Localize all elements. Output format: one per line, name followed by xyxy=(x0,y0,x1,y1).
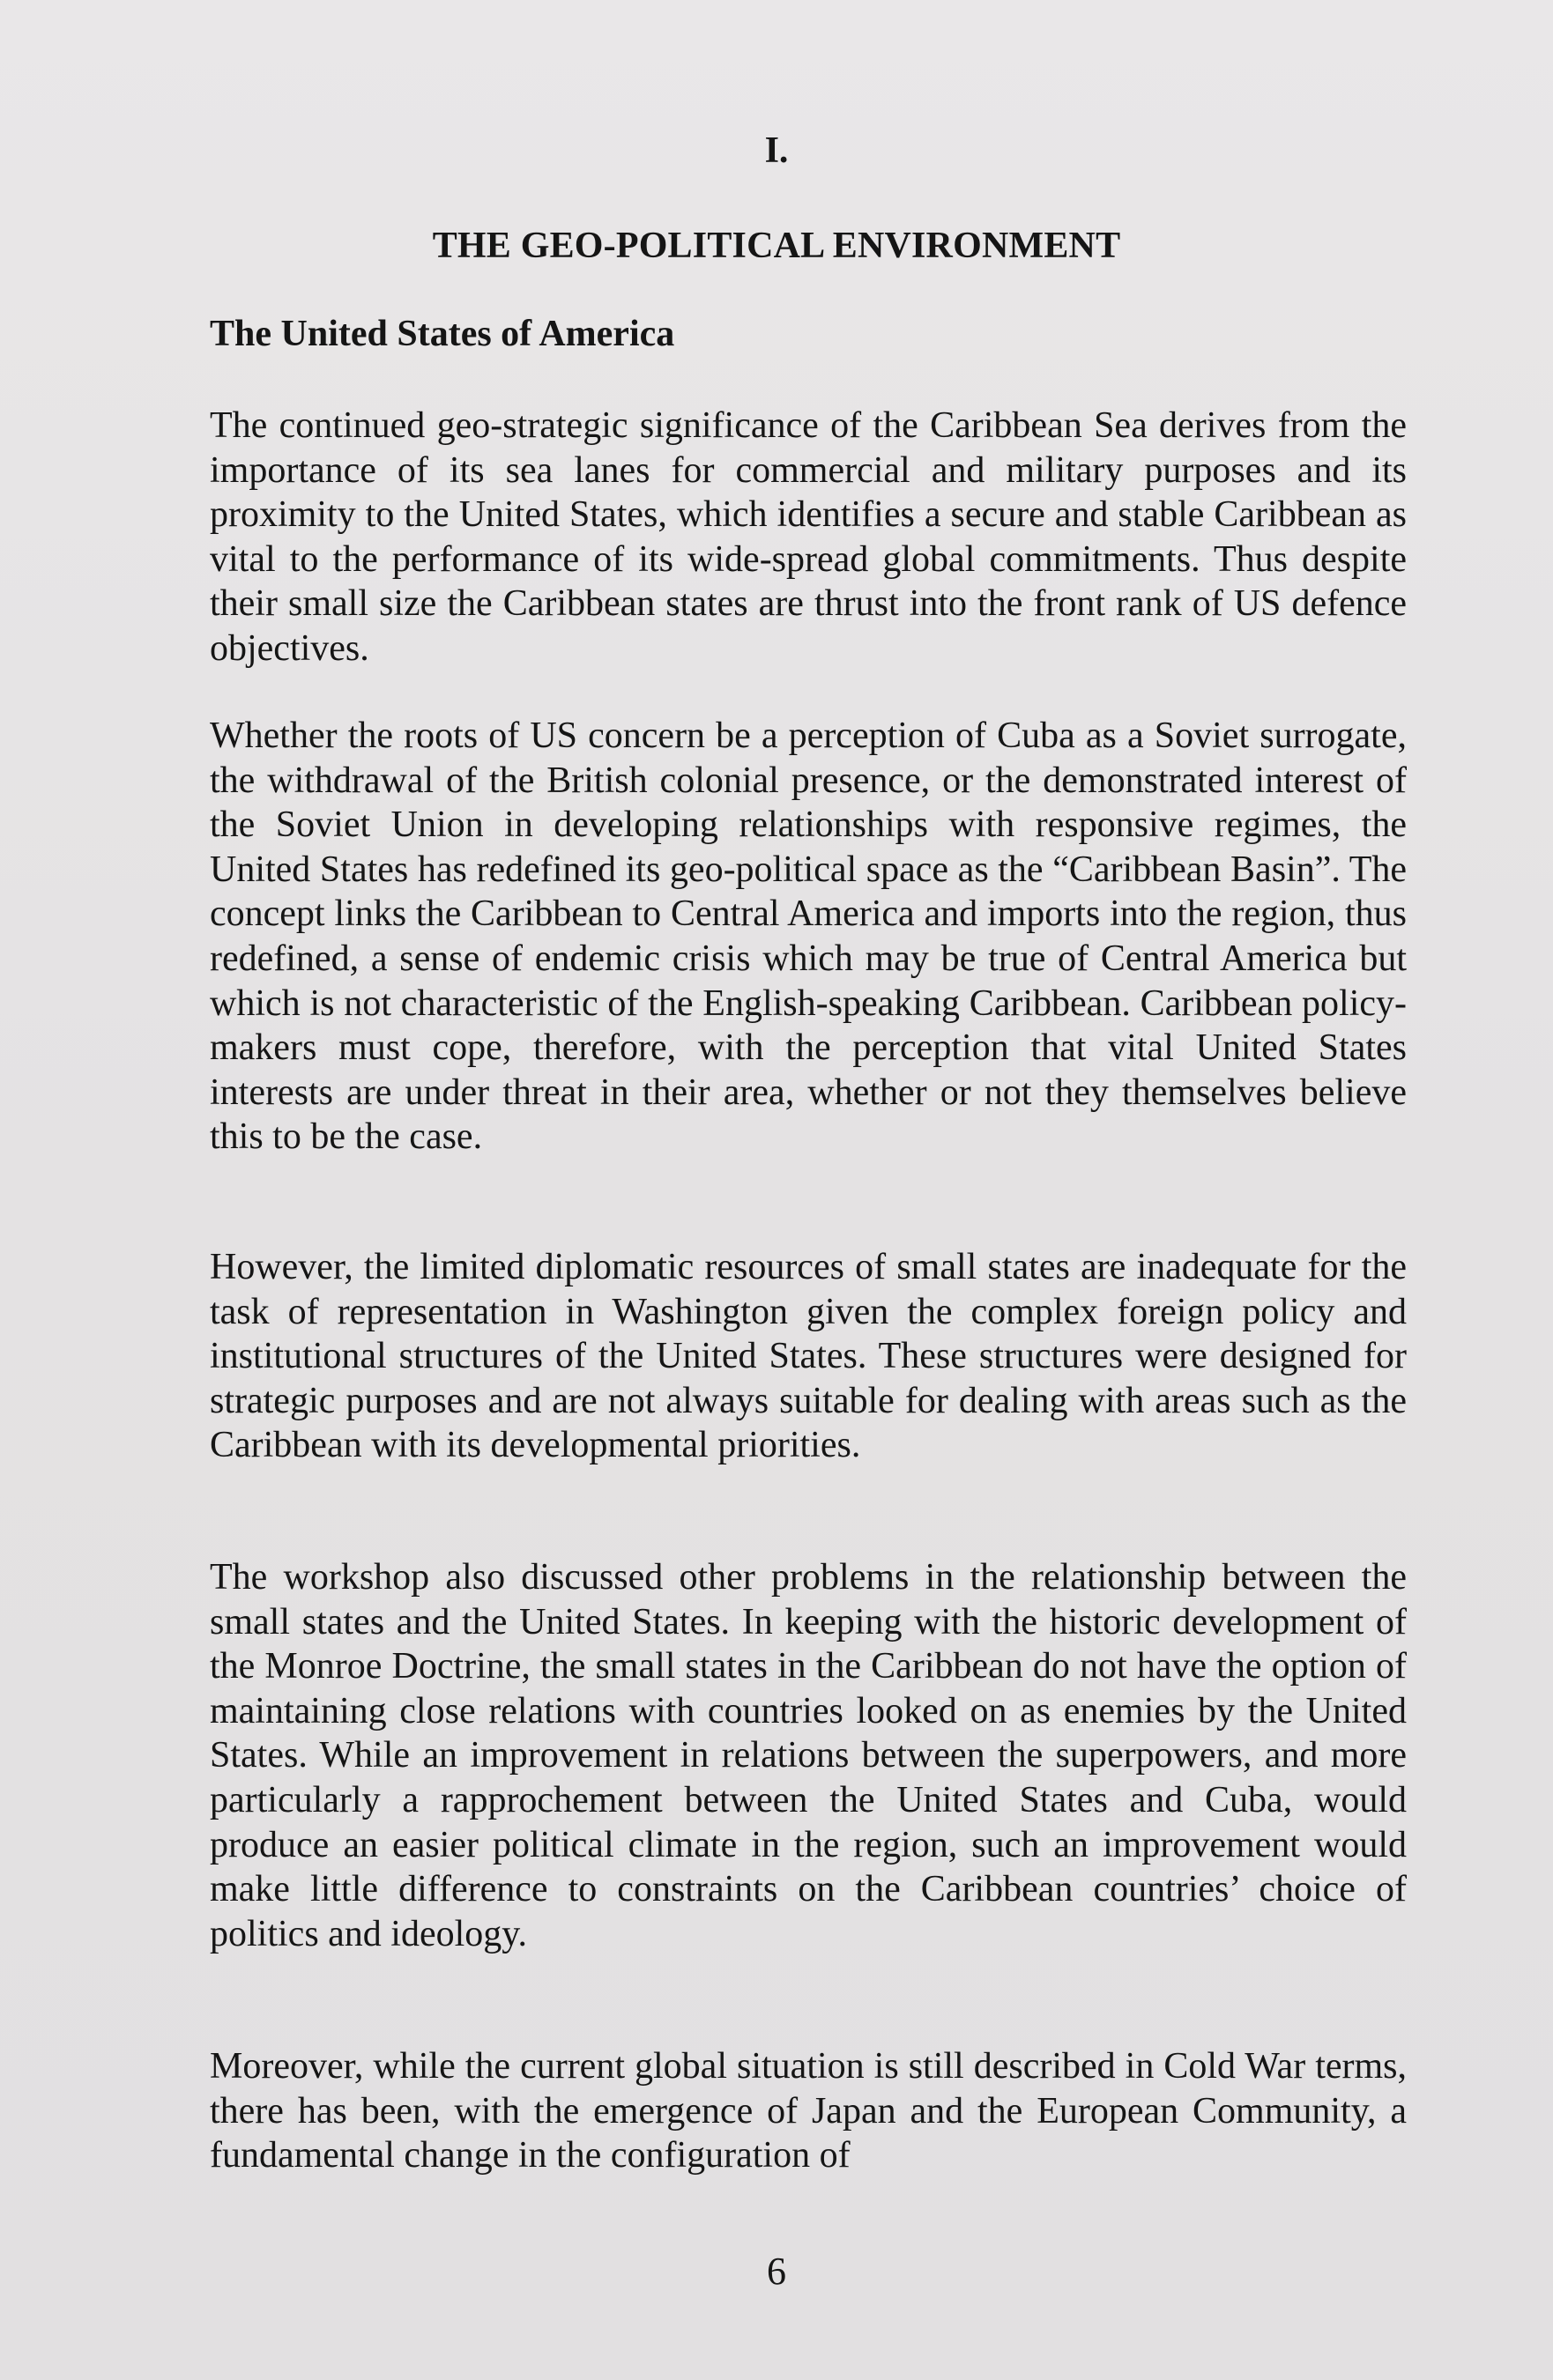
body-paragraph-1: The continued geo-strategic significance of the Caribbean Sea derives from the importance of its sea lanes for commercial and military purposes and its proximity to the United States, which identifies a secure and stable Caribbean as vital to the performance of its wide-spread global commitments. Thus despite their small size the Caribbean states are thrust into the front rank of US defence objectives. xyxy=(210,405,1407,669)
section-heading: The United States of America xyxy=(210,314,675,354)
body-paragraph-4: The workshop also discussed other problems in the relationship between the small states and the United States. In keeping with the historic development of the Monroe Doctrine, the small states in the Caribbean do not have the option of maintaining close relations with countries looked on as enemies by the United States. While an improvement in relations between the superpowers, and more particularly a rapprochement between the United States and Cuba, would produce an easier political climate in the region, such an improvement would make little difference to constraints on the Caribbean countries’ choice of politics and ideology. xyxy=(210,1557,1407,1954)
body-paragraph-3: However, the limited diplomatic resources of small states are inadequate for the task of representation in Washington given the complex foreign policy and institutional structures of the United States. These structures were designed for strategic purposes and are not always suitable for dealing with areas such as the Caribbean with its developmental priorities. xyxy=(210,1247,1407,1466)
body-paragraph-5: Moreover, while the current global situation is still described in Cold War terms, there has been, with the emergence of Japan and the European Community, a fundamental change in the configuration of xyxy=(210,2046,1407,2176)
page-number: 6 xyxy=(767,2250,786,2293)
body-paragraph-2: Whether the roots of US concern be a perception of Cuba as a Soviet surrogate, the withdrawal of the British colonial presence, or the demonstrated interest of the Soviet Union in developing relationships with responsive regimes, the United States has redefined its geo-political space as the “Caribbean Basin”. The concept links the Caribbean to Central America and imports into the region, thus redefined, a sense of endemic crisis which may be true of Central America but which is not characteristic of the English-speaking Caribbean. Caribbean policy-makers must cope, therefore, with the perception that vital United States interests are under threat in their area, whether or not they themselves believe this to be the case. xyxy=(210,715,1407,1158)
chapter-title: THE GEO-POLITICAL ENVIRONMENT xyxy=(432,226,1121,266)
chapter-number: I. xyxy=(764,130,789,171)
